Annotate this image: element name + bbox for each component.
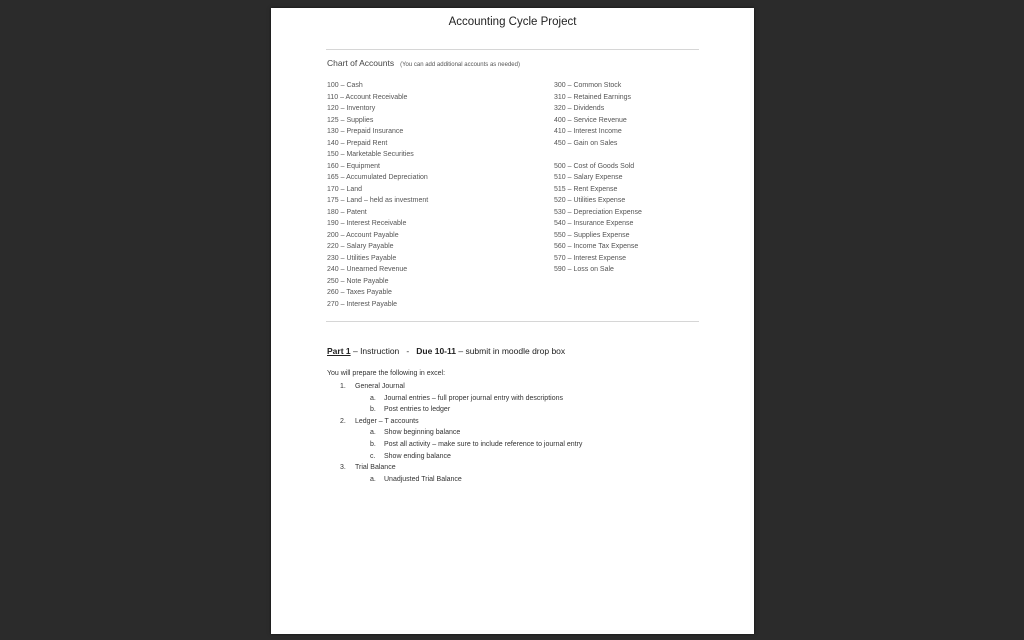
account-item: 520 – Utilities Expense [554,197,626,204]
list-subitem [327,404,582,416]
list-number: 2. [340,417,346,425]
list-subitem [327,451,582,463]
list-item-text: General Journal [355,383,405,390]
list-letter: a. [370,429,376,437]
account-item: 130 – Prepaid Insurance [327,128,404,135]
account-item: 160 – Equipment [327,162,380,170]
list-number: 1. [340,383,346,390]
part1-submission-note: – submit in moodle drop box [456,346,566,356]
list-number: 3. [340,464,346,472]
list-subitem [327,474,582,486]
account-item: 540 – Insurance Expense [554,220,634,227]
account-item: 310 – Retained Earnings [554,93,632,101]
list-letter: a. [370,475,376,483]
account-item: 320 – Dividends [554,105,605,112]
list-letter: b. [370,406,376,414]
account-item: 410 – Interest Income [554,128,622,135]
account-item: 270 – Interest Payable [327,300,398,308]
account-item: 175 – Land – held as investment [327,197,429,204]
list-item [327,462,582,474]
document-page [271,8,754,634]
account-item: 180 – Patent [327,208,367,216]
part1-due-date: Due 10-11 [416,346,456,356]
account-item: 590 – Loss on Sale [554,266,614,273]
divider-top [326,49,699,50]
account-item: 100 – Cash [327,82,363,89]
account-item: 570 – Interest Expense [554,254,626,262]
list-subitem [327,393,582,405]
account-item: 165 – Accumulated Depreciation [327,174,428,181]
account-item: 240 – Unearned Revenue [327,266,408,273]
list-subitem-text: Unadjusted Trial Balance [384,475,462,483]
account-item: 170 – Land [327,185,363,193]
list-subitem [327,439,582,451]
list-letter: b. [370,440,376,448]
list-item [327,416,582,428]
list-subitem-text: Post entries to ledger [384,406,451,414]
account-item: 550 – Supplies Expense [554,231,630,239]
account-item: 110 – Account Receivable [327,93,408,101]
account-item: 530 – Depreciation Expense [554,208,642,216]
accounts-left-column [327,80,428,310]
list-subitem-text: Show ending balance [384,452,451,460]
account-item: 400 – Service Revenue [554,116,627,124]
part1-heading [327,346,565,356]
chart-of-accounts-note: (You can add additional accounts as needed) [400,62,520,68]
list-letter: c. [370,452,376,460]
account-item: 220 – Salary Payable [327,243,394,250]
account-item: 140 – Prepaid Rent [327,139,388,147]
account-item: 515 – Rent Expense [554,185,618,193]
list-letter: a. [370,394,376,402]
list-item-text: Trial Balance [355,464,396,472]
account-item: 190 – Interest Receivable [327,220,407,227]
account-item: 450 – Gain on Sales [554,139,618,147]
part1-intro: You will prepare the following in excel: [327,370,446,377]
list-item [327,381,582,393]
list-subitem-text: Show beginning balance [384,429,461,437]
document-title: Accounting Cycle Project [448,16,577,28]
account-item: 510 – Salary Expense [554,174,623,181]
part1-label: Part 1 [327,346,351,356]
list-subitem-text: Journal entries – full proper journal entry with descriptions [384,394,563,402]
account-item: 560 – Income Tax Expense [554,243,639,250]
account-item: 300 – Common Stock [554,82,622,89]
account-item: 150 – Marketable Securities [327,151,414,158]
account-item: 230 – Utilities Payable [327,254,397,262]
account-item: 125 – Supplies [327,116,374,124]
part1-instruction: – Instruction - [350,346,417,356]
account-item: 120 – Inventory [327,105,376,112]
list-item-text: Ledger – T accounts [355,417,419,425]
account-item: 200 – Account Payable [327,231,399,239]
list-subitem-text: Post all activity – make sure to include reference to journal entry [384,440,583,448]
accounts-right-column [554,80,642,276]
account-item: 250 – Note Payable [327,277,389,285]
part1-steps-list [327,381,582,485]
list-subitem [327,427,582,439]
chart-of-accounts-title: Chart of Accounts [327,58,395,68]
account-item: 260 – Taxes Payable [327,289,392,296]
divider-bottom [326,321,699,322]
chart-of-accounts-heading [327,58,520,68]
account-item: 500 – Cost of Goods Sold [554,162,635,170]
